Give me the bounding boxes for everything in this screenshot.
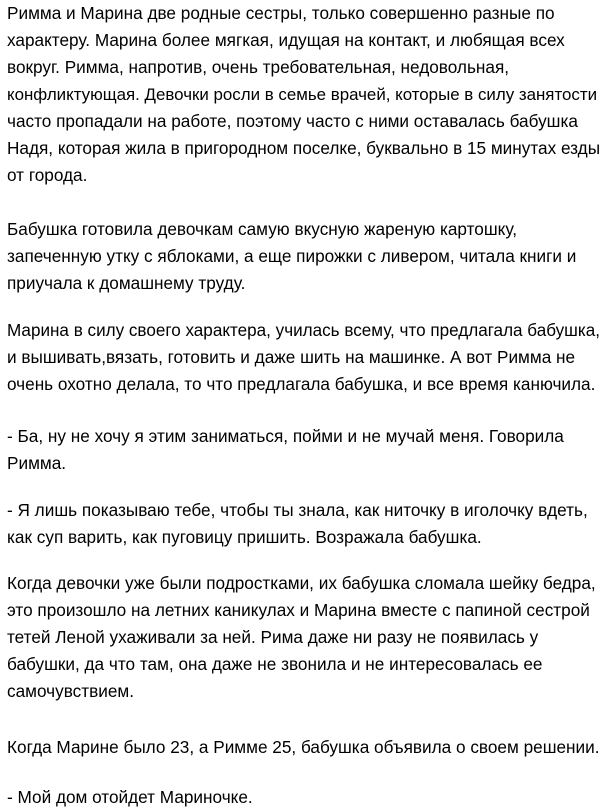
text-line: бабушки, да что там, она даже не звонила и не интересовалась ее bbox=[7, 654, 543, 674]
text-line: от города. bbox=[7, 165, 88, 185]
text-line: самочувствием. bbox=[7, 681, 134, 701]
paragraph-3 bbox=[7, 317, 600, 398]
text-line: - Мой дом отойдет Мариночке. bbox=[7, 787, 253, 807]
text-line: как суп варить, как пуговицу пришить. Возражала бабушка. bbox=[7, 527, 482, 547]
paragraph-5 bbox=[7, 497, 600, 551]
text-line: приучала к домашнему труду. bbox=[7, 273, 246, 293]
text-line: Бабушка готовила девочкам самую вкусную жареную картошку, bbox=[7, 219, 517, 239]
text-line: - Ба, ну не хочу я этим заниматься, пойми и не мучай меня. Говорила bbox=[7, 426, 564, 446]
text-line: и вышивать,вязать, готовить и даже шить на машинке. А вот Римма не bbox=[7, 347, 576, 367]
text-line: тетей Леной ухаживали за ней. Рима даже ни разу не появилась у bbox=[7, 627, 539, 647]
text-line: очень охотно делала, то что предлагала бабушка, и все время канючила. bbox=[7, 374, 596, 394]
text-line: Когда Марине было 23, а Римме 25, бабушка объявила о своем решении. bbox=[7, 737, 600, 757]
paragraph-8 bbox=[7, 784, 600, 811]
text-line: Римма и Марина две родные сестры, только совершенно разные по bbox=[7, 3, 555, 23]
text-line: запеченную утку с яблоками, а еще пирожки с ливером, читала книги и bbox=[7, 246, 577, 266]
text-line: конфликтующая. Девочки росли в семье врачей, которые в силу занятости bbox=[7, 85, 598, 104]
text-line: Когда девочки уже были подростками, их бабушка сломала шейку бедра, bbox=[7, 573, 596, 593]
text-line: Римма. bbox=[7, 453, 67, 473]
paragraph-4 bbox=[7, 423, 600, 477]
text-line: вокруг. Римма, напротив, очень требовательная, недовольная, bbox=[7, 57, 510, 77]
text-line: характеру. Марина более мягкая, идущая на контакт, и любящая всех bbox=[7, 30, 565, 50]
text-line: Надя, которая жила в пригородном поселке, буквально в 15 минутах езды bbox=[7, 138, 600, 158]
text-line: - Я лишь показываю тебе, чтобы ты знала, как ниточку в иголочку вдеть, bbox=[7, 500, 588, 520]
paragraph-2 bbox=[7, 216, 600, 297]
paragraph-1 bbox=[7, 0, 600, 189]
text-line: это произошло на летних каникулах и Марина вместе с папиной сестрой bbox=[7, 600, 590, 620]
paragraph-7 bbox=[7, 734, 600, 761]
text-line: часто пропадали на работе, поэтому часто с ними оставалась бабушка bbox=[7, 111, 578, 131]
paragraph-6 bbox=[7, 570, 600, 705]
text-line: Марина в силу своего характера, училась всему, что предлагала бабушка, bbox=[7, 321, 600, 340]
